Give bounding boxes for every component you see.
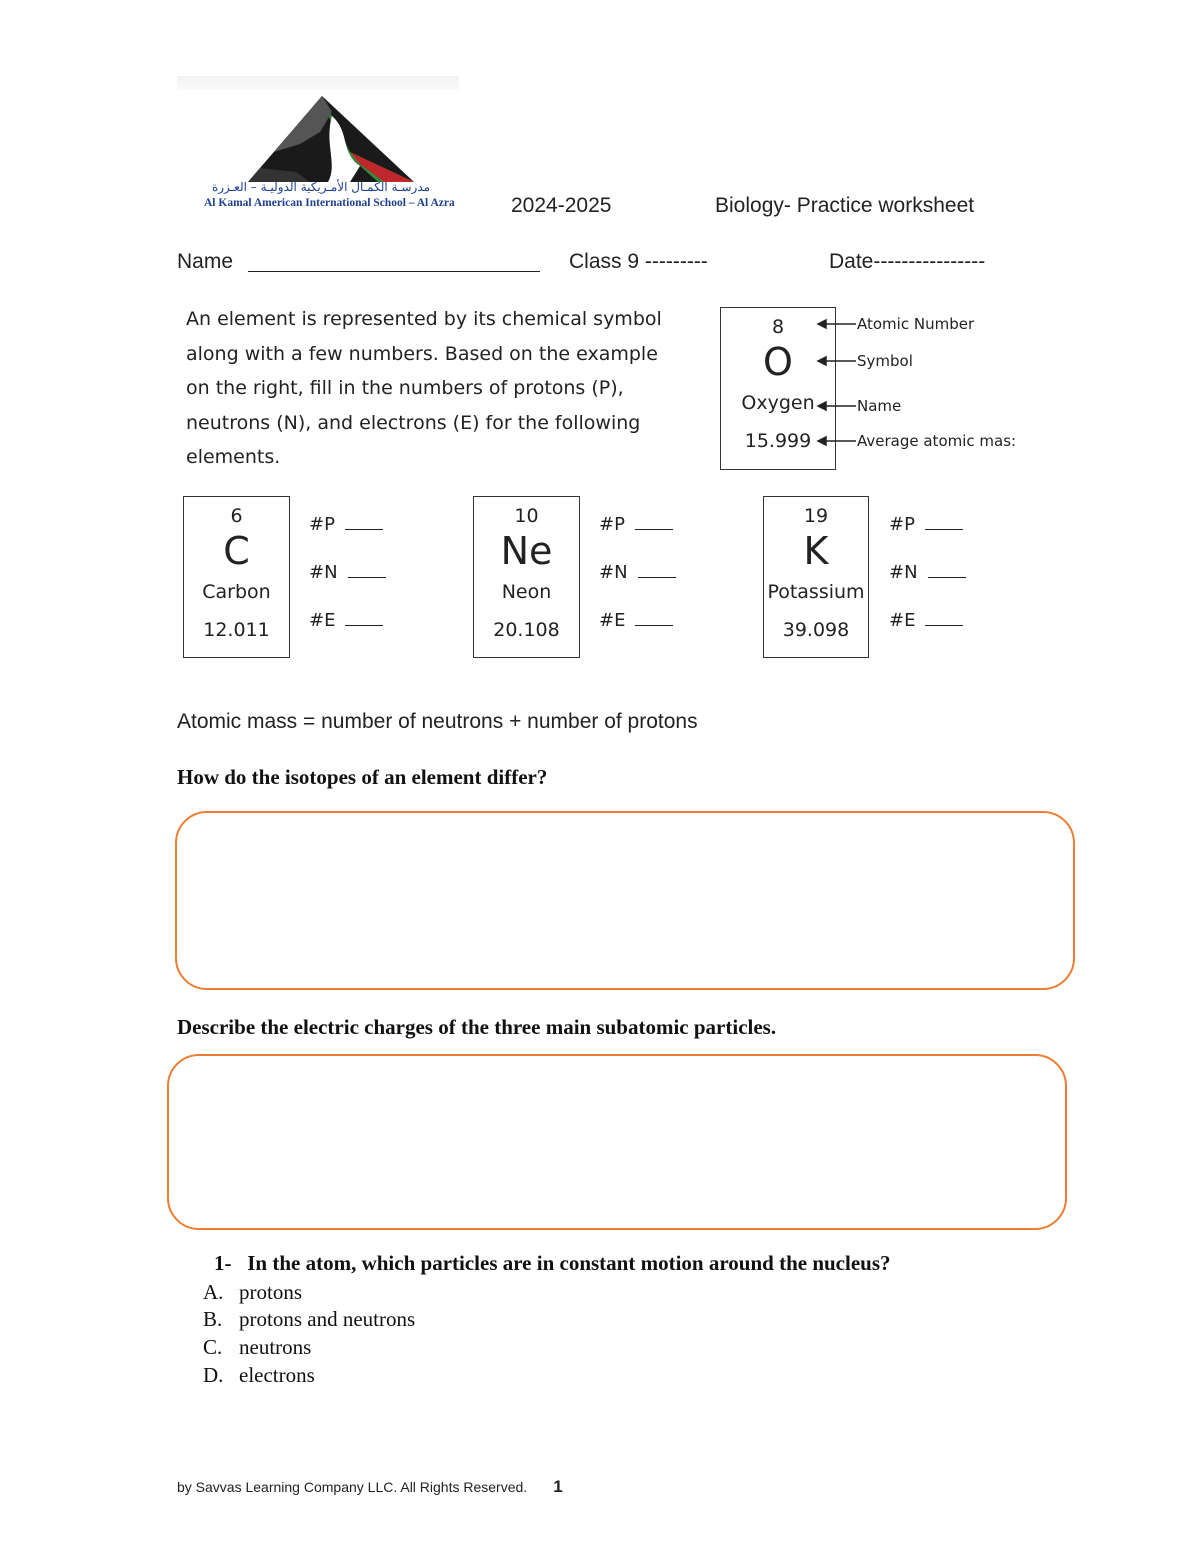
example-mass: 15.999 xyxy=(744,430,812,452)
element-mass: 20.108 xyxy=(493,619,560,641)
school-name-english: Al Kamal American International School – Al Azra xyxy=(204,197,455,209)
name-blank-line[interactable] xyxy=(248,271,540,272)
carbon-protons-blank[interactable]: #P xyxy=(309,514,383,535)
element-atomic-number: 19 xyxy=(803,505,829,527)
element-card-neon xyxy=(473,496,580,658)
potassium-neutrons-blank[interactable]: #N xyxy=(889,562,966,583)
label-atomic-number: Atomic Number xyxy=(857,315,975,333)
element-atomic-number: 10 xyxy=(514,505,539,527)
footer-copyright: by Savvas Learning Company LLC. All Rights Reserved. xyxy=(177,1479,528,1495)
label-name: Name xyxy=(857,397,902,415)
answer-box-isotopes[interactable] xyxy=(175,811,1075,990)
neon-neutrons-blank[interactable]: #N xyxy=(599,562,676,583)
school-logo-icon xyxy=(200,92,455,214)
mcq-question xyxy=(214,1251,891,1276)
element-name: Potassium xyxy=(767,581,865,603)
label-average-mass: Average atomic mas: xyxy=(857,432,1017,450)
neon-protons-blank[interactable]: #P xyxy=(599,514,673,535)
element-atomic-number: 6 xyxy=(230,505,243,527)
logo-top-band xyxy=(177,76,459,90)
element-symbol: K xyxy=(803,529,829,573)
potassium-protons-blank[interactable]: #P xyxy=(889,514,963,535)
atomic-mass-formula: Atomic mass = number of neutrons + number of protons xyxy=(177,710,698,733)
question-isotopes: How do the isotopes of an element differ? xyxy=(177,765,548,789)
example-arrows-icon xyxy=(816,314,860,454)
element-mass: 39.098 xyxy=(782,619,850,641)
intro-paragraph: An element is represented by its chemical symbol along with a few numbers. Based on the example on the right, fill in the numbers of protons (P), neutrons (N), and electrons (E) for the following elements. xyxy=(186,308,662,468)
carbon-neutrons-blank[interactable]: #N xyxy=(309,562,386,583)
worksheet-title: Biology- Practice worksheet xyxy=(715,194,975,217)
carbon-electrons-blank[interactable]: #E xyxy=(309,610,383,631)
page-number: 1 xyxy=(553,1477,563,1496)
footer xyxy=(177,1477,563,1497)
school-name-arabic: مدرسـة الكمـال الأمـريكية الدوليـة – العـزرة xyxy=(211,180,431,194)
mcq-option-c[interactable]: C. neutrons xyxy=(203,1335,312,1359)
element-card-carbon xyxy=(183,496,290,658)
question-charges: Describe the electric charges of the three main subatomic particles. xyxy=(177,1015,777,1039)
mcq-stem: In the atom, which particles are in constant motion around the nucleus? xyxy=(247,1251,891,1275)
element-name: Neon xyxy=(501,581,552,603)
element-mass: 12.011 xyxy=(203,619,270,641)
neon-electrons-blank[interactable]: #E xyxy=(599,610,673,631)
answer-box-charges[interactable] xyxy=(167,1054,1067,1230)
school-year: 2024-2025 xyxy=(511,194,612,217)
potassium-electrons-blank[interactable]: #E xyxy=(889,610,963,631)
element-symbol: C xyxy=(223,529,250,573)
date-field: Date---------------- xyxy=(829,250,986,273)
mcq-option-b[interactable]: B. protons and neutrons xyxy=(203,1307,416,1331)
element-symbol: Ne xyxy=(500,529,553,573)
element-card-potassium xyxy=(763,496,869,658)
mcq-option-a[interactable]: A. protons xyxy=(203,1280,302,1304)
element-name: Carbon xyxy=(202,581,271,603)
name-label: Name xyxy=(177,250,234,273)
mcq-number: 1- xyxy=(214,1251,232,1275)
class-field: Class 9 --------- xyxy=(569,250,708,273)
mcq-option-d[interactable]: D. electrons xyxy=(203,1363,315,1387)
example-name: Oxygen xyxy=(741,392,815,414)
label-symbol: Symbol xyxy=(857,352,913,370)
example-symbol: O xyxy=(763,340,793,384)
example-atomic-number: 8 xyxy=(771,316,785,338)
